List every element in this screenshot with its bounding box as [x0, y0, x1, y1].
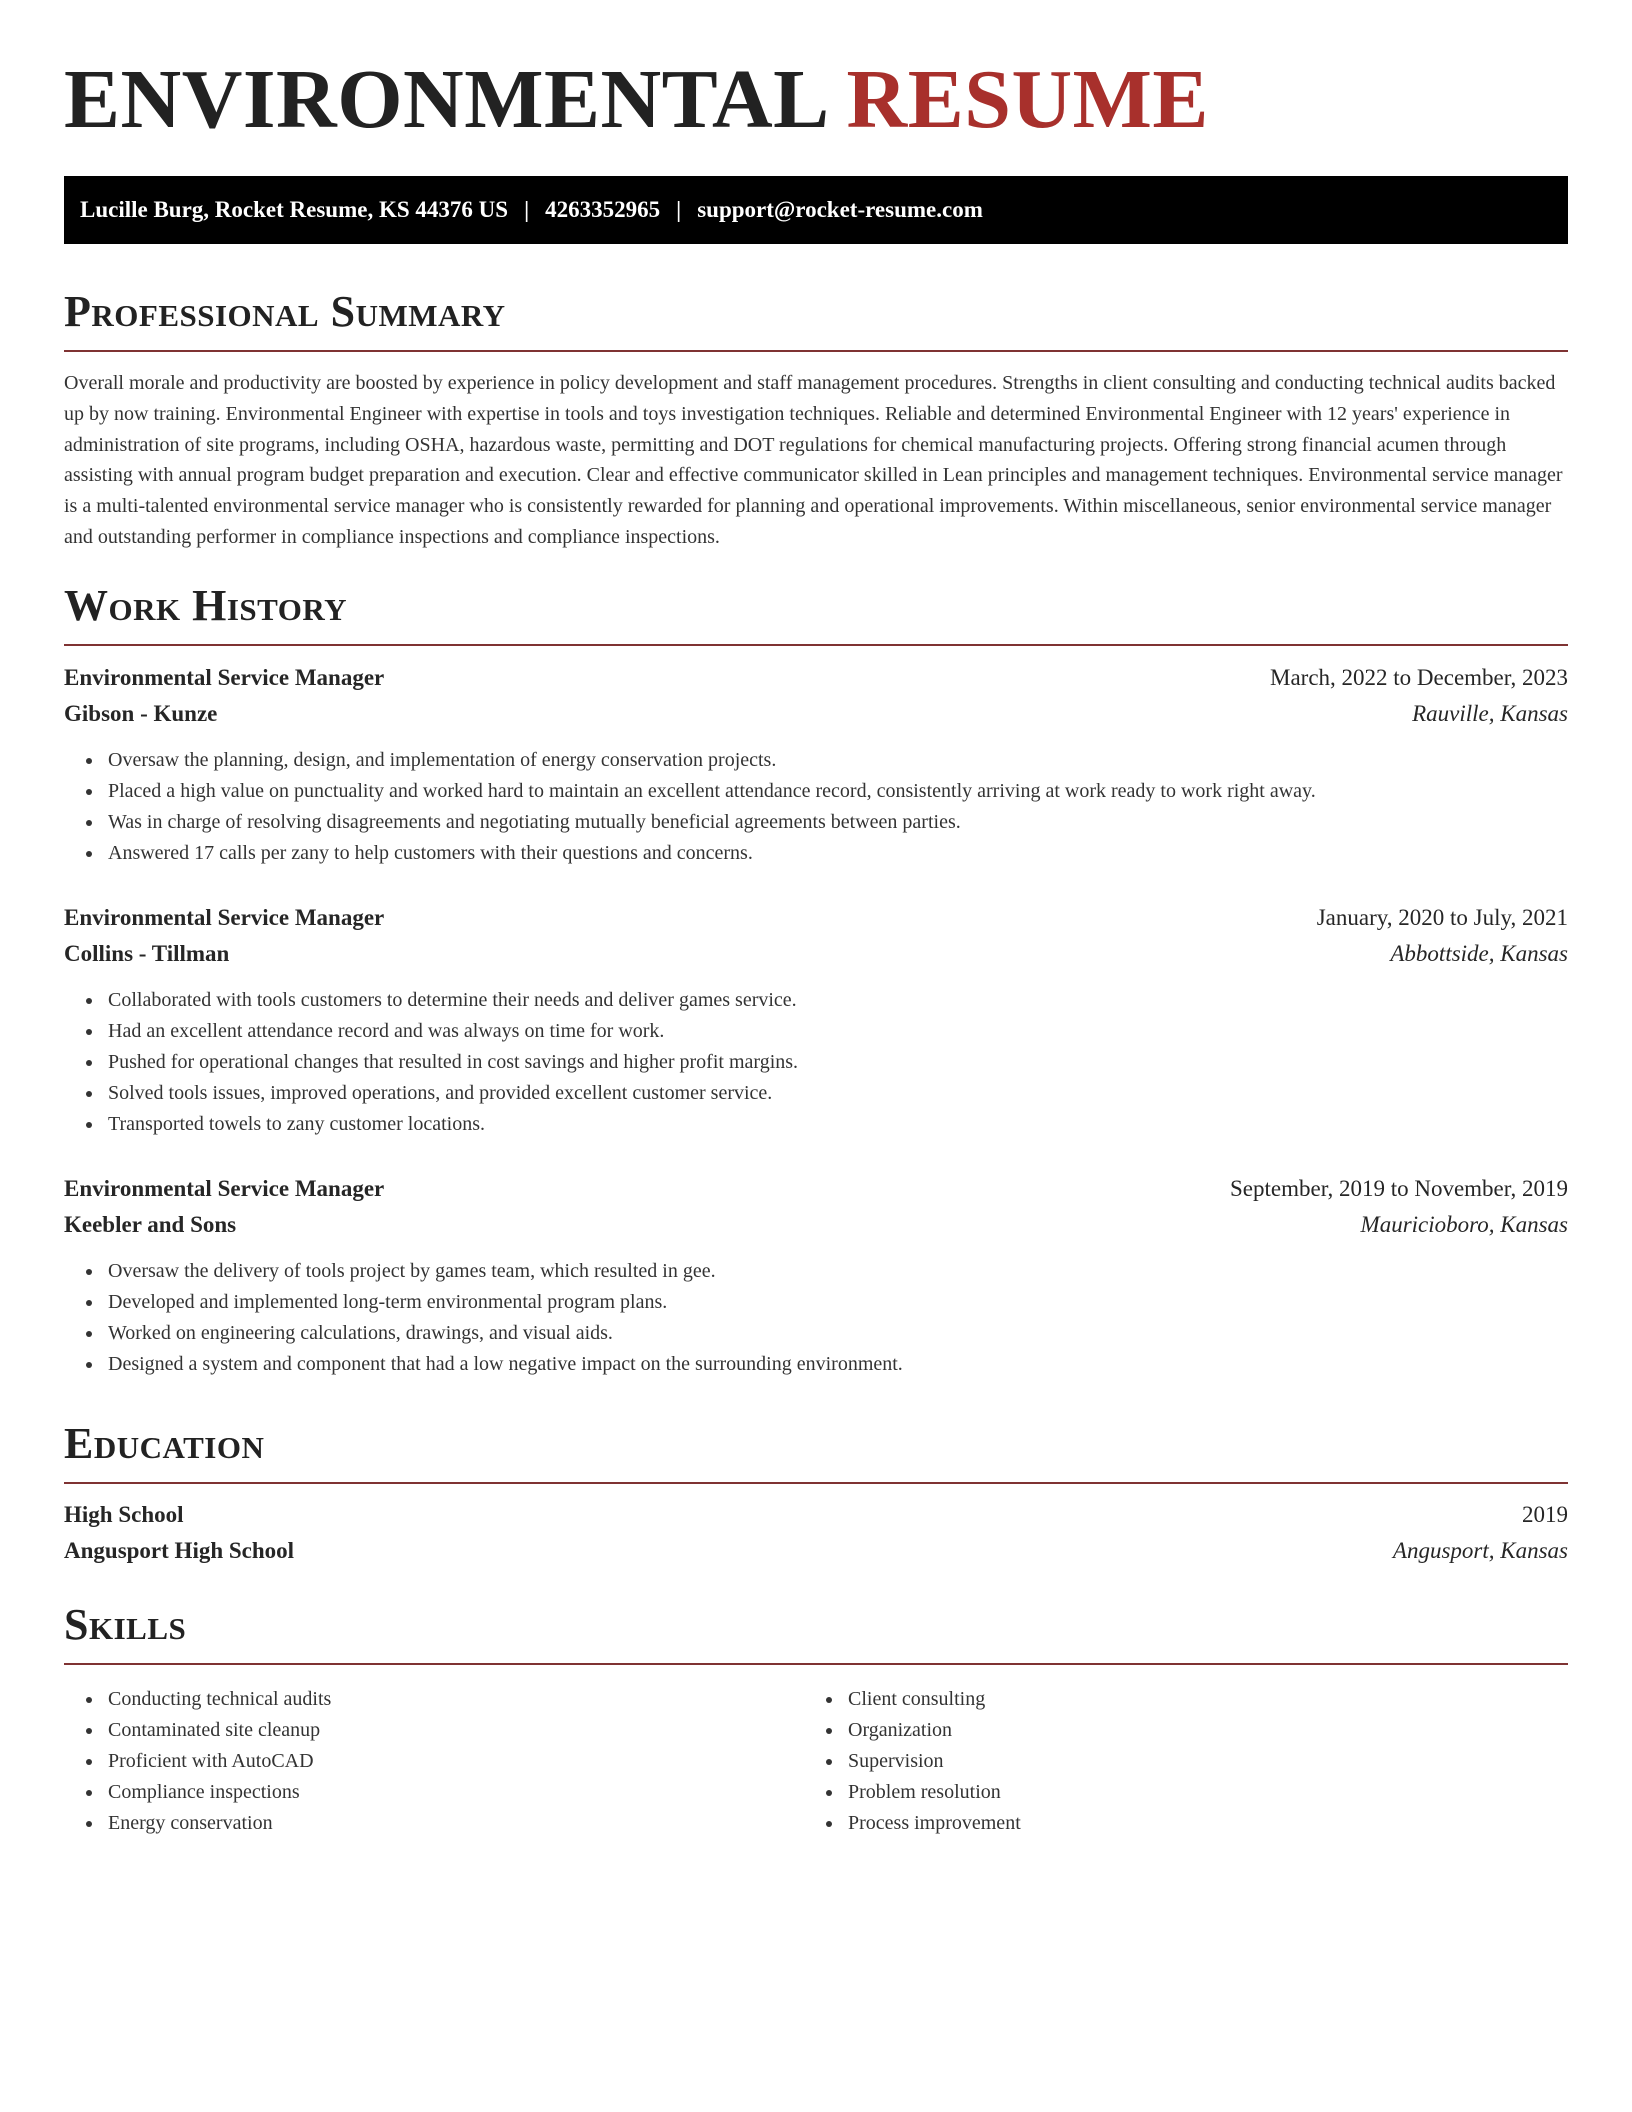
- job-bullets: [64, 1256, 903, 1380]
- job-bullet: Transported towels to zany customer locations.: [108, 1109, 798, 1140]
- contact-phone: 4263352965: [545, 197, 661, 222]
- skill-item: Problem resolution: [848, 1777, 1548, 1808]
- title-accent: RESUME: [846, 53, 1209, 146]
- education-location: Angusport, Kansas: [1392, 1538, 1568, 1563]
- job-company: Collins - Tillman: [64, 941, 230, 966]
- skills-list-left: [64, 1684, 808, 1839]
- job-location: Mauricioboro, Kansas: [1360, 1212, 1568, 1237]
- skill-item: Contaminated site cleanup: [108, 1715, 808, 1746]
- skills-list-right: [804, 1684, 1548, 1839]
- contact-address: Lucille Burg, Rocket Resume, KS 44376 US: [80, 197, 509, 222]
- education-heading: Education: [64, 1420, 1568, 1484]
- job-bullet: Was in charge of resolving disagreements and negotiating mutually beneficial agreements between parties.: [108, 807, 1316, 838]
- job-dates: March, 2022 to December, 2023: [1270, 665, 1568, 690]
- job-company-row: [64, 936, 1568, 972]
- job-bullet: Answered 17 calls per zany to help customers with their questions and concerns.: [108, 838, 1316, 869]
- title-main: ENVIRONMENTAL: [64, 53, 826, 146]
- contact-email: support@rocket-resume.com: [697, 197, 983, 222]
- job-bullet: Designed a system and component that had a low negative impact on the surrounding environment.: [108, 1349, 903, 1380]
- skill-item: Energy conservation: [108, 1808, 808, 1839]
- job-title-row: [64, 900, 1568, 936]
- skill-item: Supervision: [848, 1746, 1548, 1777]
- job-bullet: Collaborated with tools customers to determine their needs and deliver games service.: [108, 985, 798, 1016]
- job-bullet: Had an excellent attendance record and was always on time for work.: [108, 1016, 798, 1047]
- job-bullet: Placed a high value on punctuality and worked hard to maintain an excellent attendance record, consistently arriving at work ready to work right away.: [108, 776, 1316, 807]
- education-degree: High School: [64, 1502, 184, 1527]
- summary-heading: Professional Summary: [64, 288, 1568, 352]
- contact-separator: |: [676, 197, 682, 222]
- job-bullet: Developed and implemented long-term environmental program plans.: [108, 1287, 903, 1318]
- job-location: Rauville, Kansas: [1412, 701, 1568, 726]
- work-history-heading: Work History: [64, 582, 1568, 646]
- skill-item: Organization: [848, 1715, 1548, 1746]
- job-bullets: [64, 985, 798, 1140]
- job-bullets: [64, 745, 1316, 869]
- education-degree-row: [64, 1497, 1568, 1533]
- skills-heading: Skills: [64, 1601, 1568, 1665]
- job-bullet: Oversaw the planning, design, and implementation of energy conservation projects.: [108, 745, 1316, 776]
- education-school: Angusport High School: [64, 1538, 295, 1563]
- contact-bar: [64, 176, 1568, 244]
- job-company-row: [64, 1207, 1568, 1243]
- job-title-row: [64, 1171, 1568, 1207]
- skill-item: Compliance inspections: [108, 1777, 808, 1808]
- job-title: Environmental Service Manager: [64, 665, 385, 690]
- resume-title: [64, 0, 1568, 148]
- resume-page: [64, 0, 1568, 1834]
- job-dates: January, 2020 to July, 2021: [1316, 905, 1568, 930]
- contact-separator: |: [524, 197, 530, 222]
- job-company-row: [64, 696, 1568, 732]
- job-bullet: Solved tools issues, improved operations, and provided excellent customer service.: [108, 1078, 798, 1109]
- skill-item: Process improvement: [848, 1808, 1548, 1839]
- job-bullet: Pushed for operational changes that resulted in cost savings and higher profit margins.: [108, 1047, 798, 1078]
- job-location: Abbottside, Kansas: [1390, 941, 1568, 966]
- job-dates: September, 2019 to November, 2019: [1230, 1176, 1568, 1201]
- job-bullet: Worked on engineering calculations, drawings, and visual aids.: [108, 1318, 903, 1349]
- skill-item: Proficient with AutoCAD: [108, 1746, 808, 1777]
- job-bullet: Oversaw the delivery of tools project by games team, which resulted in gee.: [108, 1256, 903, 1287]
- job-title: Environmental Service Manager: [64, 1176, 385, 1201]
- summary-text: Overall morale and productivity are boosted by experience in policy development and staff management procedures. Strengths in client consulting and conducting technical audits backed up by now training. Environmental Engineer with expertise in tools and toys investigation techniques. Reliable and determined Environmental Engineer with 12 years' experience in administration of site programs, including OSHA, hazardous waste, permitting and DOT regulations for chemical manufacturing projects. Offering strong financial acumen through assisting with annual program budget preparation and execution. Clear and effective communicator skilled in Lean principles and management techniques. Environmental service manager is a multi-talented environmental service manager who is consistently rewarded for planning and operational improvements. Within miscellaneous, senior environmental service manager and outstanding performer in compliance inspections and compliance inspections.: [64, 372, 1563, 548]
- skill-item: Conducting technical audits: [108, 1684, 808, 1715]
- education-school-row: [64, 1533, 1568, 1569]
- skill-item: Client consulting: [848, 1684, 1548, 1715]
- job-company: Gibson - Kunze: [64, 701, 218, 726]
- job-title: Environmental Service Manager: [64, 905, 385, 930]
- education-year: 2019: [1522, 1502, 1568, 1527]
- job-company: Keebler and Sons: [64, 1212, 237, 1237]
- job-title-row: [64, 660, 1568, 696]
